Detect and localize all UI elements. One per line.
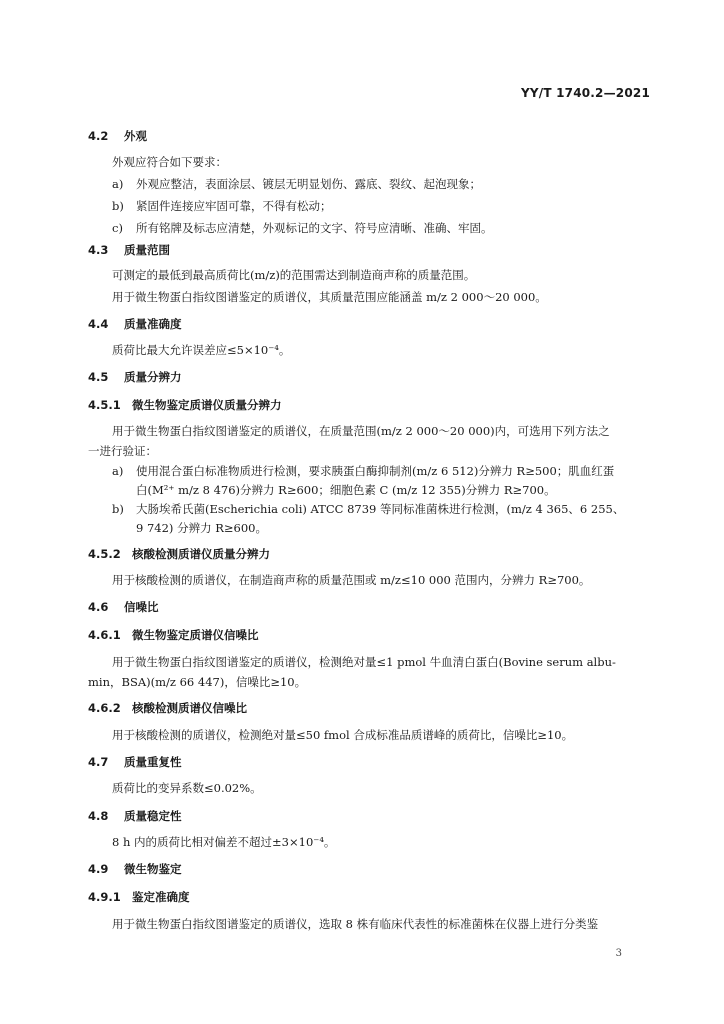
list-item-text: 外观应整洁，表面涂层、镀层无明显划伤、露底、裂纹、起泡现象；: [136, 177, 481, 191]
list-item: [112, 461, 614, 481]
list-item-text: 所有铭牌及标志应清楚，外观标记的文字、符号应清晰、准确、牢固。: [136, 221, 493, 235]
list-item: [112, 196, 332, 216]
paragraph-continuation: min，BSA)(m/z 66 447)，信噪比≥10。: [88, 675, 307, 689]
section-number: 4.9: [88, 862, 109, 876]
section-title: 信噪比: [124, 600, 159, 614]
section-title: 质量准确度: [124, 317, 182, 331]
section-title: 质量范围: [124, 243, 170, 257]
paragraph: 质荷比最大允许误差应≤5×10⁻⁴。: [112, 343, 291, 357]
section-title: 鉴定准确度: [132, 890, 190, 904]
section-title: 外观: [124, 129, 147, 143]
list-marker: c): [112, 221, 123, 235]
section-number: 4.4: [88, 317, 109, 331]
section-number: 4.3: [88, 243, 109, 257]
list-marker: a): [112, 464, 124, 478]
paragraph: 用于微生物蛋白指纹图谱鉴定的质谱仪，其质量范围应能涵盖 m/z 2 000～20 000。: [112, 290, 547, 304]
list-marker: b): [112, 199, 124, 213]
list-item-continuation: 9 742) 分辨力 R≥600。: [136, 521, 267, 535]
section-heading-4-6-2: [88, 700, 247, 716]
paragraph: 用于微生物蛋白指纹图谱鉴定的质谱仪，选取 8 株有临床代表性的标准菌株在仪器上进行分类鉴: [112, 917, 599, 931]
section-number: 4.5.1: [88, 398, 121, 412]
section-number: 4.2: [88, 129, 109, 143]
section-title: 微生物鉴定: [124, 862, 182, 876]
section-number: 4.9.1: [88, 890, 121, 904]
section-heading-4-4: [88, 316, 182, 332]
section-number: 4.7: [88, 755, 109, 769]
section-heading-4-2: [88, 128, 147, 144]
section-heading-4-5: [88, 369, 182, 385]
list-marker: a): [112, 177, 124, 191]
paragraph: 外观应符合如下要求：: [112, 155, 227, 169]
paragraph-continuation: 一进行验证：: [88, 444, 157, 458]
list-item-text: 紧固件连接应牢固可靠，不得有松动；: [136, 199, 332, 213]
paragraph: 可测定的最低到最高质荷比(m/z)的范围需达到制造商声称的质量范围。: [112, 268, 476, 282]
list-item: [112, 499, 624, 519]
section-heading-4-3: [88, 242, 170, 258]
section-title: 核酸检测质谱仪质量分辨力: [132, 547, 270, 561]
page-number: 3: [615, 948, 622, 959]
list-item-text: 使用混合蛋白标准物质进行检测，要求胰蛋白酶抑制剂(m/z 6 512)分辨力 R≥500；肌血红蛋: [136, 464, 615, 478]
section-title: 核酸检测质谱仪信噪比: [132, 701, 247, 715]
section-heading-4-8: [88, 808, 182, 824]
section-heading-4-9-1: [88, 889, 190, 905]
section-heading-4-5-2: [88, 546, 270, 562]
section-title: 微生物鉴定质谱仪信噪比: [132, 628, 259, 642]
section-heading-4-9: [88, 861, 182, 877]
section-title: 质量稳定性: [124, 809, 182, 823]
paragraph: 用于核酸检测的质谱仪，检测绝对量≤50 fmol 合成标准品质谱峰的质荷比，信噪比≥10。: [112, 728, 574, 742]
section-title: 质量分辨力: [124, 370, 182, 384]
list-item-text: 大肠埃希氏菌(Escherichia coli) ATCC 8739 等同标准菌株进行检测，(m/z 4 365、6 255、: [136, 502, 625, 516]
section-heading-4-5-1: [88, 397, 282, 413]
section-heading-4-6: [88, 599, 159, 615]
list-marker: b): [112, 502, 124, 516]
section-number: 4.6: [88, 600, 109, 614]
section-heading-4-6-1: [88, 627, 259, 643]
section-number: 4.6.2: [88, 701, 121, 715]
list-item: [112, 174, 481, 194]
paragraph: 用于核酸检测的质谱仪，在制造商声称的质量范围或 m/z≤10 000 范围内，分辨力 R≥700。: [112, 573, 591, 587]
section-number: 4.5.2: [88, 547, 121, 561]
paragraph: 8 h 内的质荷比相对偏差不超过±3×10⁻⁴。: [112, 835, 336, 849]
paragraph: 用于微生物蛋白指纹图谱鉴定的质谱仪，在质量范围(m/z 2 000～20 000)内，可选用下列方法之: [112, 424, 610, 438]
list-item: [112, 218, 493, 238]
section-number: 4.6.1: [88, 628, 121, 642]
list-item-continuation: 白(M²⁺ m/z 8 476)分辨力 R≥600；细胞色素 C (m/z 12 355)分辨力 R≥700。: [136, 483, 556, 497]
paragraph: 质荷比的变异系数≤0.02%。: [112, 781, 262, 795]
section-title: 微生物鉴定质谱仪质量分辨力: [132, 398, 282, 412]
section-number: 4.8: [88, 809, 109, 823]
paragraph: 用于微生物蛋白指纹图谱鉴定的质谱仪，检测绝对量≤1 pmol 牛血清白蛋白(Bovine serum albu-: [112, 655, 616, 669]
section-title: 质量重复性: [124, 755, 182, 769]
section-heading-4-7: [88, 754, 182, 770]
standard-number: YY/T 1740.2—2021: [520, 86, 650, 100]
section-number: 4.5: [88, 370, 109, 384]
